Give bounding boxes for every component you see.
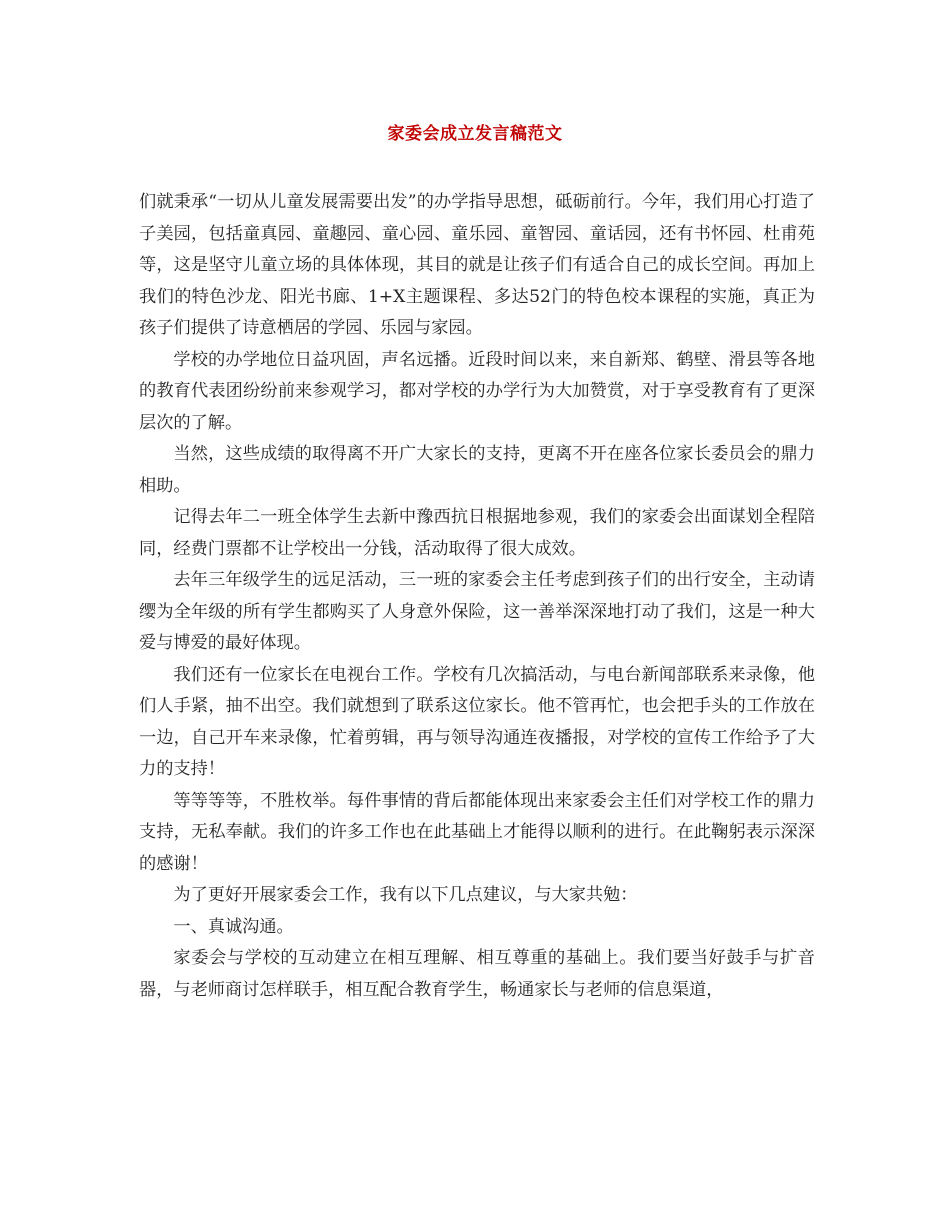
paragraph-9: 家委会与学校的互动建立在相互理解、相互尊重的基础上。我们要当好鼓手与扩音器，与老师商讨怎样联手，相互配合教育学生，畅通家长与老师的信息渠道， bbox=[139, 948, 815, 1000]
paragraph-1: 们就秉承“一切从儿童发展需要出发”的办学指导思想，砥砺前行。今年，我们用心打造了子美园，包括童真园、童趣园、童心园、童乐园、童智园、童话园，还有书怀园、杜甫苑等，这是坚守儿童立场的具体体现，其目的就是让孩子们有适合自己的成长空间。再加上我们的特色沙龙、阳光书廊、1+X主题课程、多达52门的特色校本课程的实施，真正为孩子们提供了诗意栖居的学园、乐园与家园。 bbox=[139, 192, 815, 338]
document-body bbox=[139, 187, 815, 1006]
paragraph-2: 学校的办学地位日益巩固，声名远播。近段时间以来，来自新郑、鹤壁、滑县等各地的教育代表团纷纷前来参观学习，都对学校的办学行为大加赞赏，对于享受教育有了更深层次的了解。 bbox=[139, 349, 815, 433]
document-title: 家委会成立发言稿范文 bbox=[387, 124, 563, 144]
paragraph-3: 当然，这些成绩的取得离不开广大家长的支持，更离不开在座各位家长委员会的鼎力相助。 bbox=[139, 444, 815, 496]
paragraph-6: 我们还有一位家长在电视台工作。学校有几次搞活动，与电台新闻部联系来录像，他们人手紧，抽不出空。我们就想到了联系这位家长。他不管再忙，也会把手头的工作放在一边，自己开车来录像，忙着剪辑，再与领导沟通连夜播报，对学校的宣传工作给予了大力的支持！ bbox=[139, 664, 815, 779]
paragraph-8: 为了更好开展家委会工作，我有以下几点建议，与大家共勉： bbox=[173, 885, 638, 905]
paragraph-4: 记得去年二一班全体学生去新中豫西抗日根据地参观，我们的家委会出面谋划全程陪同，经费门票都不让学校出一分钱，活动取得了很大成效。 bbox=[139, 507, 815, 559]
section-heading-1: 一、真诚沟通。 bbox=[173, 916, 294, 937]
paragraph-5: 去年三年级学生的远足活动，三一班的家委会主任考虑到孩子们的出行安全，主动请缨为全年级的所有学生都购买了人身意外保险，这一善举深深地打动了我们，这是一种大爱与博爱的最好体现。 bbox=[139, 570, 815, 653]
paragraph-7: 等等等等，不胜枚举。每件事情的背后都能体现出来家委会主任们对学校工作的鼎力支持，无私奉献。我们的许多工作也在此基础上才能得以顺利的进行。在此鞠躬表示深深的感谢！ bbox=[139, 790, 815, 874]
